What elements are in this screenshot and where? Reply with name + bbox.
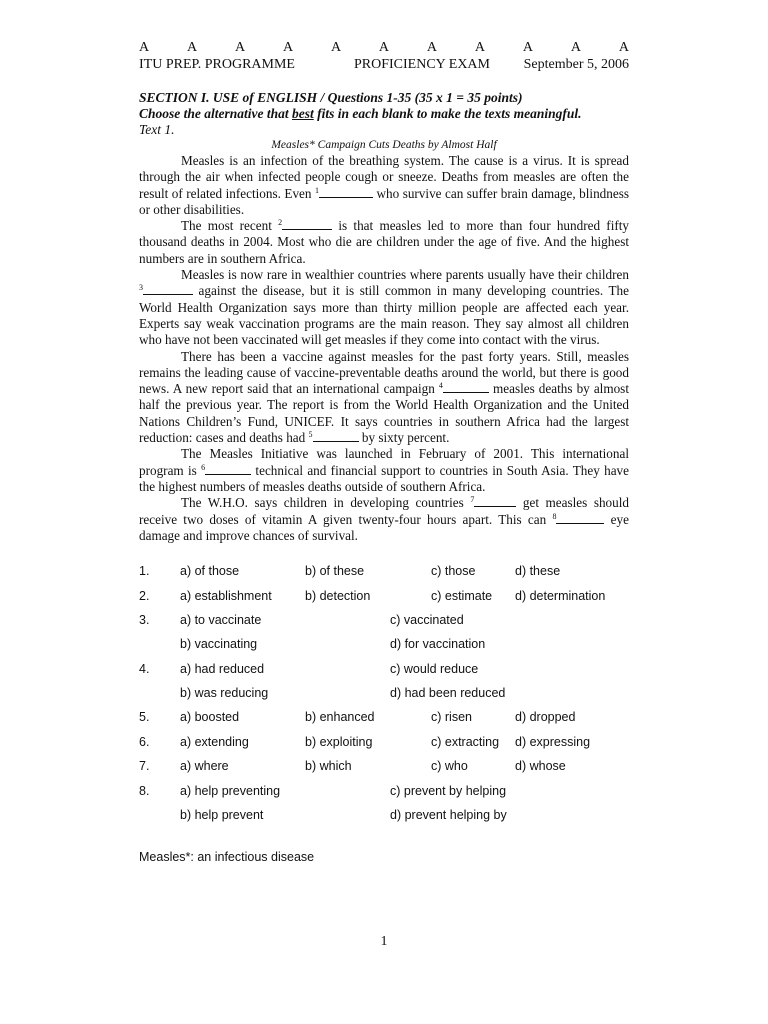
blank-7 bbox=[474, 496, 516, 507]
version-letter: A bbox=[234, 40, 246, 55]
question-4 bbox=[139, 660, 629, 684]
emphasis-word: best bbox=[292, 106, 314, 121]
option-b: b) was reducing bbox=[180, 686, 269, 701]
version-letter: A bbox=[618, 40, 629, 55]
option-c: c) vaccinated bbox=[390, 612, 464, 627]
option-b: b) help prevent bbox=[180, 808, 264, 823]
option-c: c) prevent by helping bbox=[390, 783, 507, 798]
question-6 bbox=[139, 733, 629, 757]
question-8 bbox=[139, 782, 629, 806]
page-number: 1 bbox=[380, 934, 388, 949]
option-b: b) which bbox=[305, 759, 352, 774]
option-d: d) for vaccination bbox=[390, 637, 486, 652]
version-letter: A bbox=[186, 40, 198, 55]
option-a: a) of those bbox=[180, 564, 240, 579]
question-number: 3. bbox=[139, 612, 150, 627]
option-b: b) detection bbox=[305, 588, 371, 603]
article-title: Measles* Campaign Cuts Deaths by Almost Half bbox=[271, 139, 497, 151]
instructions: Choose the alternative that best fits in each blank to make the texts meaningful. bbox=[139, 106, 582, 121]
blank-2 bbox=[282, 219, 332, 230]
blank-number: 7 bbox=[470, 495, 475, 505]
option-a: a) boosted bbox=[180, 710, 240, 725]
blank-8 bbox=[556, 513, 604, 524]
question-number: 8. bbox=[139, 783, 150, 798]
option-d: d) whose bbox=[515, 759, 566, 774]
exam-name: PROFICIENCY EXAM bbox=[354, 57, 490, 72]
paragraph-1: Measles is an infection of the breathing system. The cause is a virus. It is spread through the air when infected people cough or sneeze. Deaths from measles are often the result of related infections. Even $^1$ who survive can suffer brain damage, blindness or other disabilities. bbox=[139, 153, 629, 217]
question-3-cont bbox=[139, 635, 629, 659]
exam-page bbox=[139, 40, 629, 864]
paragraph-5: The Measles Initiative was launched in February of 2001. This international program is $^6$ technical and financial support to countries in South Asia. They have the highest numbers of measles deaths outside of southern Africa. bbox=[139, 446, 629, 494]
exam-date: September 5, 2006 bbox=[523, 57, 629, 72]
question-1 bbox=[139, 562, 629, 586]
blank-1 bbox=[319, 187, 373, 198]
version-letter: A bbox=[522, 40, 533, 55]
question-4-cont bbox=[139, 684, 629, 708]
blank-number: 1 bbox=[315, 185, 319, 195]
paragraph-2: The most recent $^2$ is that measles led to more than four hundred fifty thousand deaths in 2004. Most who die are children under the age of five. And the highest numbers are in southern Africa. bbox=[139, 218, 630, 266]
option-c: c) those bbox=[431, 564, 476, 579]
option-a: a) to vaccinate bbox=[180, 612, 262, 627]
question-7 bbox=[139, 757, 629, 781]
blank-4 bbox=[443, 382, 489, 393]
version-letters bbox=[139, 40, 629, 56]
option-b: b) vaccinating bbox=[180, 637, 258, 652]
option-d: d) expressing bbox=[515, 734, 591, 749]
option-c: c) estimate bbox=[431, 588, 493, 603]
blank-number: 8 bbox=[552, 511, 557, 521]
option-d: d) determination bbox=[515, 588, 606, 603]
version-letter: A bbox=[330, 40, 342, 55]
question-5 bbox=[139, 708, 629, 732]
option-b: b) of these bbox=[305, 564, 365, 579]
option-a: a) extending bbox=[180, 734, 249, 749]
option-c: c) extracting bbox=[431, 734, 500, 749]
version-letter: A bbox=[570, 40, 581, 55]
question-list bbox=[139, 562, 629, 830]
blank-number: 3 bbox=[139, 283, 143, 293]
question-number: 1. bbox=[139, 564, 150, 579]
option-b: b) exploiting bbox=[305, 734, 373, 749]
version-letter: A bbox=[378, 40, 390, 55]
exam-header bbox=[139, 56, 629, 74]
option-d: d) had been reduced bbox=[390, 686, 506, 701]
option-d: d) dropped bbox=[515, 710, 576, 725]
question-number: 4. bbox=[139, 661, 150, 676]
question-number: 6. bbox=[139, 734, 150, 749]
blank-5 bbox=[313, 431, 359, 442]
option-c: c) would reduce bbox=[390, 661, 479, 676]
blank-number: 6 bbox=[201, 462, 206, 472]
text-label: Text 1. bbox=[139, 122, 175, 137]
blank-6 bbox=[205, 464, 251, 475]
version-letter: A bbox=[426, 40, 438, 55]
blank-number: 5 bbox=[308, 430, 313, 440]
question-number: 5. bbox=[139, 710, 150, 725]
option-c: c) risen bbox=[431, 710, 472, 725]
paragraph-6: The W.H.O. says children in developing countries $^7$ get measles should receive two doses of vitamin A given twenty-four hours apart. This can $^8$ eye damage and improve chances of survival. bbox=[139, 495, 629, 543]
footnote: Measles*: an infectious disease bbox=[139, 850, 315, 865]
question-3 bbox=[139, 611, 629, 635]
question-number: 2. bbox=[139, 588, 150, 603]
version-letter: A bbox=[474, 40, 486, 55]
version-letter: A bbox=[139, 40, 150, 55]
question-2 bbox=[139, 587, 629, 611]
section-title: SECTION I. USE of ENGLISH / Questions 1-35 (35 x 1 = 35 points) bbox=[139, 90, 523, 105]
question-8-cont bbox=[139, 806, 629, 830]
option-d: d) these bbox=[515, 564, 561, 579]
option-a: a) where bbox=[180, 759, 229, 774]
option-d: d) prevent helping by bbox=[390, 808, 507, 823]
option-a: a) had reduced bbox=[180, 661, 265, 676]
question-number: 7. bbox=[139, 759, 150, 774]
blank-number: 4 bbox=[438, 381, 443, 391]
paragraph-4: There has been a vaccine against measles for the past forty years. Still, measles remains the leading cause of vaccine-preventable deaths around the world, but there is good news. A new report said that an international campaign $^4$ measles deaths by almost half the previous year. The report is from the World Health Organization and the United Nations Children’s Fund, UNICEF. It says countries in southern Africa had the largest reduction: cases and deaths had $^5$ by sixty percent. bbox=[139, 348, 629, 446]
paragraph-3: Measles is now rare in wealthier countries where parents usually have their children $^3$ against the disease, but it is still common in many developing countries. The World Health Organization says more than thirty million people are affected each year. Experts say weak vaccination programs are the main reason. They say almost all children who have not been vaccinated will get measles if they come into contact with the virus. bbox=[139, 267, 629, 348]
option-a: a) help preventing bbox=[180, 783, 281, 798]
blank-number: 2 bbox=[278, 218, 283, 228]
version-letter: A bbox=[282, 40, 294, 55]
option-b: b) enhanced bbox=[305, 710, 375, 725]
option-a: a) establishment bbox=[180, 588, 272, 603]
program-name: ITU PREP. PROGRAMME bbox=[139, 57, 295, 72]
blank-3 bbox=[143, 284, 193, 295]
option-c: c) who bbox=[431, 759, 468, 774]
